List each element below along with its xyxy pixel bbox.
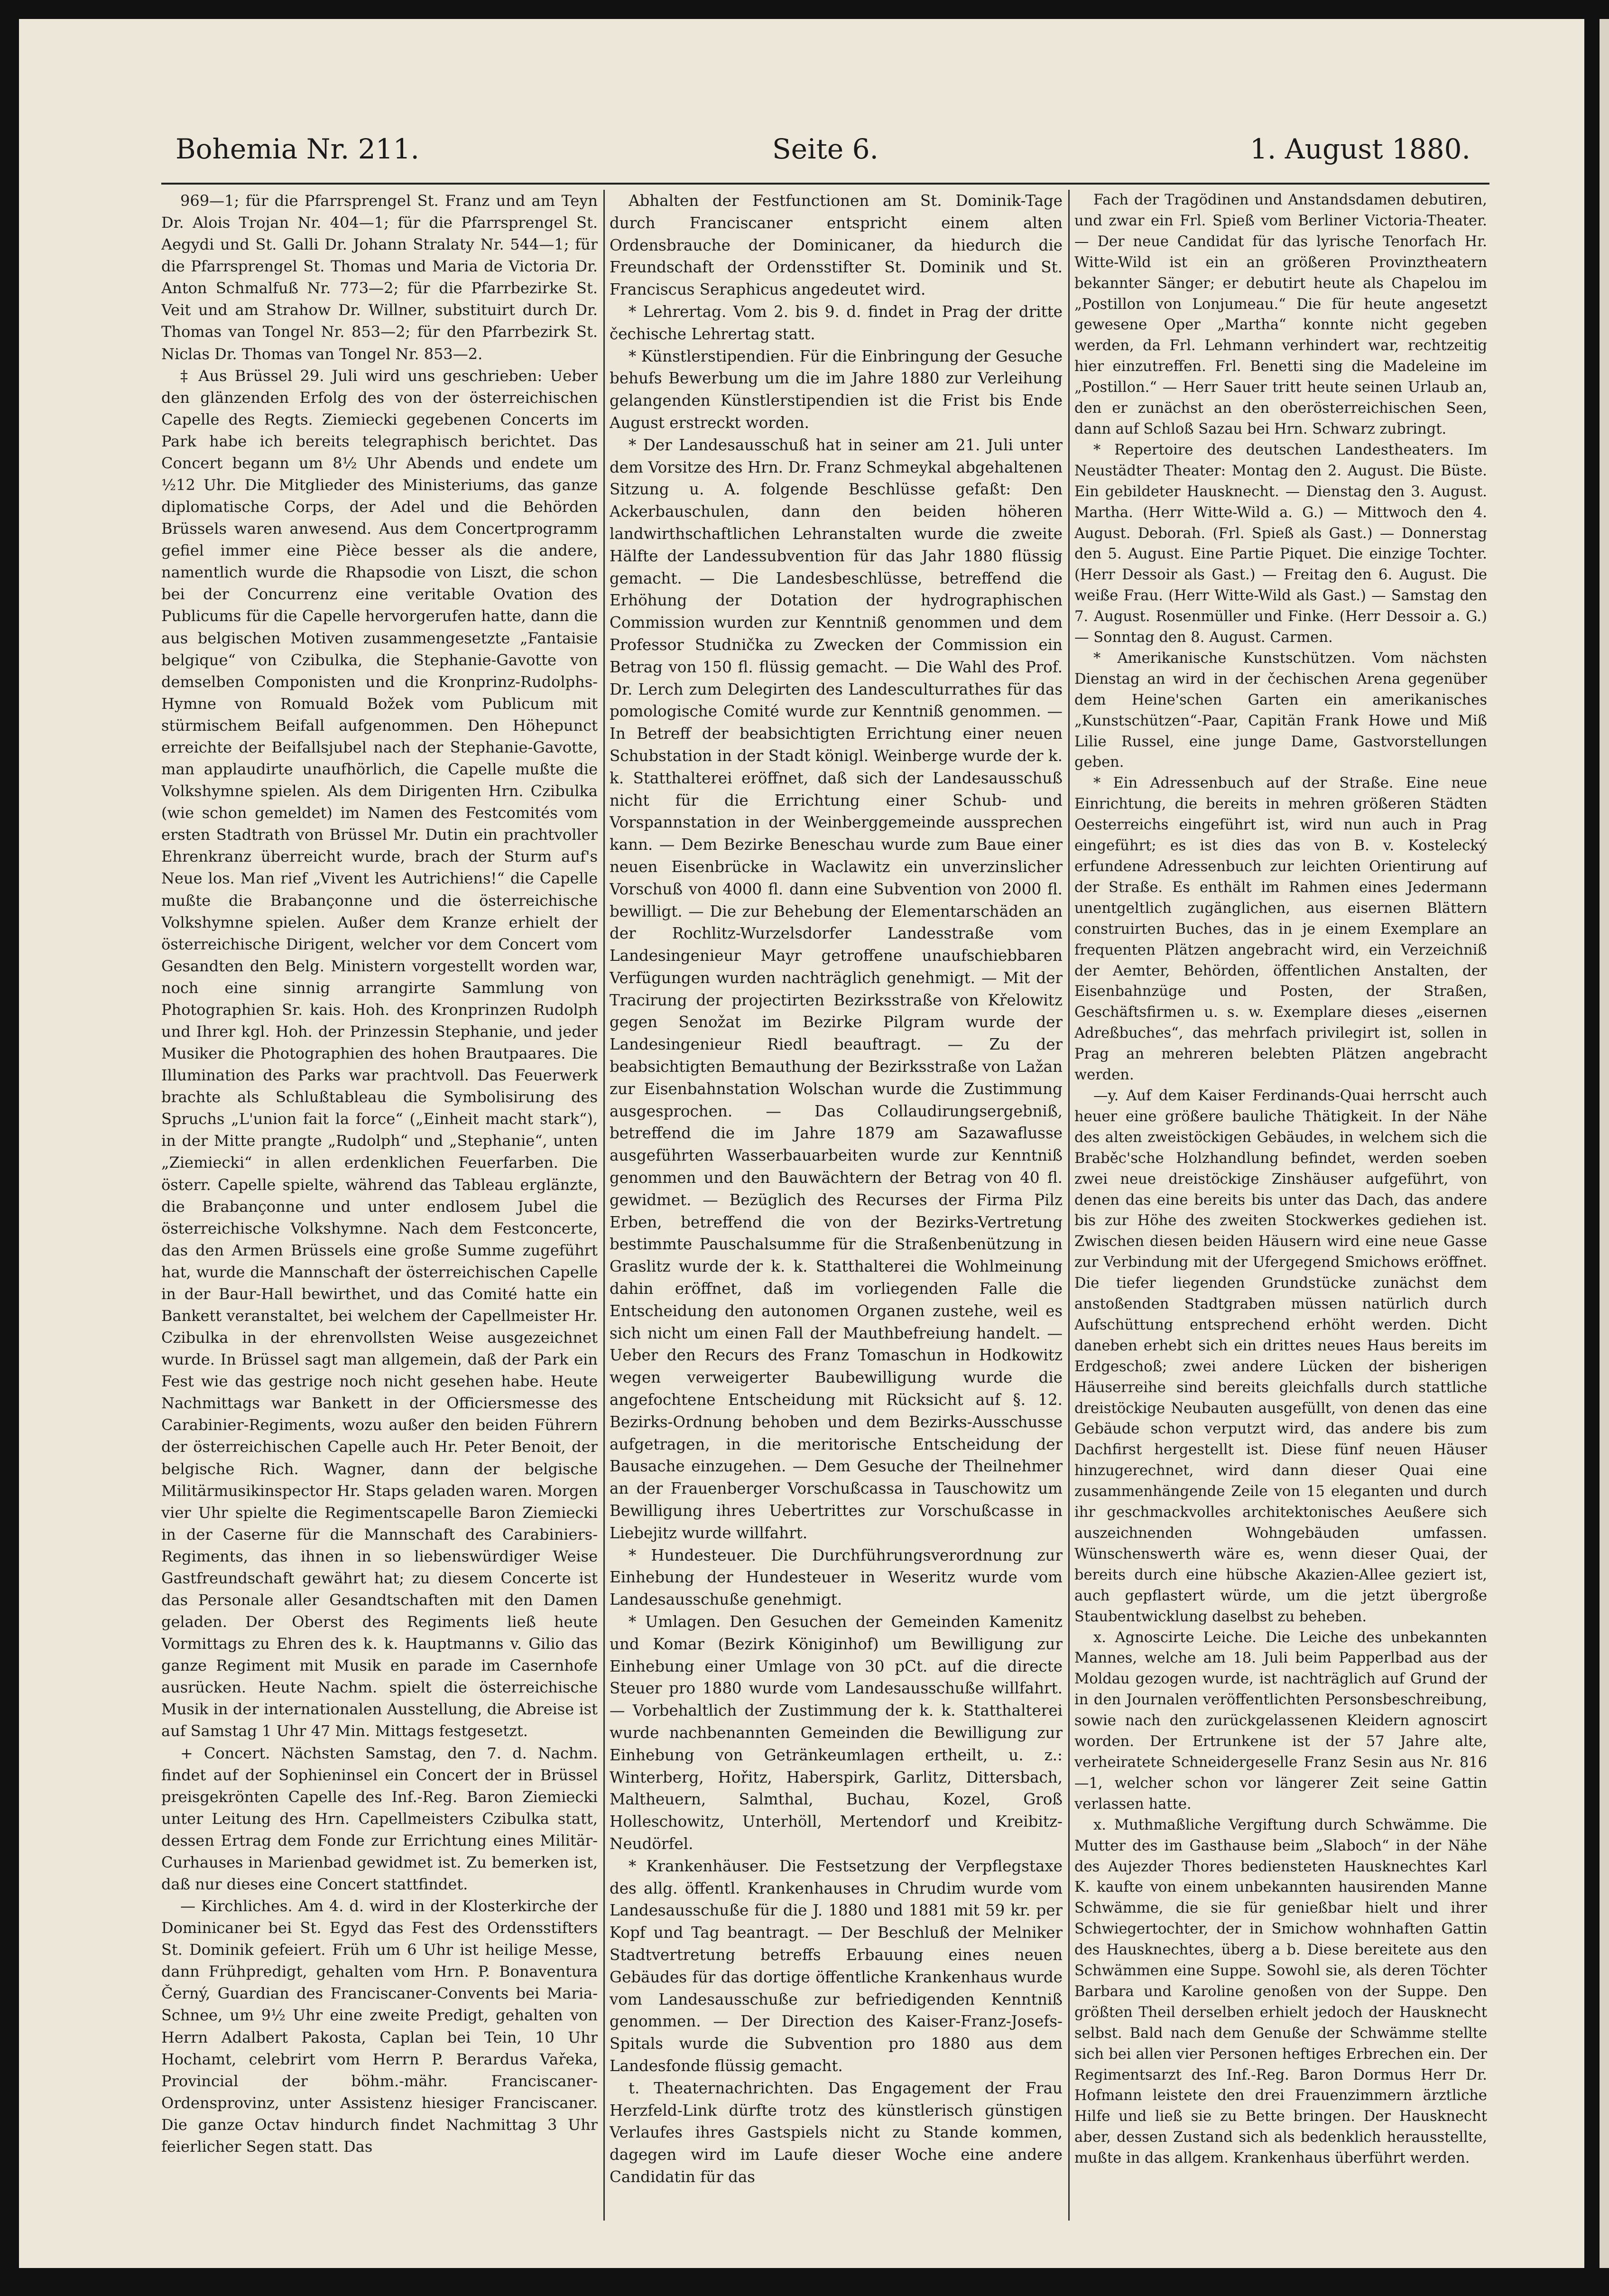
adjacent-page-edge bbox=[1600, 19, 1609, 2268]
article-paragraph: + Concert. Nächsten Samstag, den 7. d. Nachm. findet auf der Sophieninsel ein Concert der in Brüssel preisgekrönten Capelle des Inf.-Reg. Baron Ziemiecki unter Leitung des Hrn. Capellmeisters Czibulka statt, dessen Ertrag dem Fonde zur Errichtung eines Militär-Curhauses in Marienbad gewidmet ist. Zu bemerken ist, daß nur dieses eine Concert stattfindet. bbox=[161, 1744, 598, 1894]
article-paragraph: x. Agnoscirte Leiche. Die Leiche des unbekannten Mannes, welche am 18. Juli beim Papperlbad aus der Moldau gezogen wurde, ist nachträglich auf Grund der in den Journalen veröffentlichten Personsbeschreibung, sowie nach den zurückgelassenen Kleidern agnoscirt worden. Der Ertrunkene ist der 57 Jahre alte, verheiratete Schneidergeselle Franz Sesin aus Nr. 816—1, welcher schon vor längerer Zeit seine Gattin verlassen hatte. bbox=[1074, 1629, 1487, 1813]
article-paragraph: x. Muthmaßliche Vergiftung durch Schwämme. Die Mutter des im Gasthause beim „Slaboch“ in der Nähe des Aujezder Thores bediensteten Hausknechtes Karl K. kaufte von einem unbekannten hausirenden Manne Schwämme, die sie für genießbar hielt und ihrer Schwiegertochter, der in Smichow wohnhaften Gattin des Hausknechtes, überg a b. Diese bereitete aus den Schwämmen eine Suppe. Sowohl sie, als deren Töchter Barbara und Karoline genoßen von der Suppe. Den größten Theil derselben erhielt jedoch der Hausknecht selbst. Bald nach dem Genuße der Schwämme stellte sich bei allen vier Personen heftiges Erbrechen ein. Der Regimentsarzt des Inf.-Reg. Baron Dormus Herr Dr. Hofmann leistete den drei Frauenzimmern ärztliche Hilfe und ließ sie zu Bette bringen. Der Hausknecht aber, dessen Zustand sich als bedenklich herausstellte, mußte in das allgem. Krankenhaus überführt werden. bbox=[1074, 1816, 1487, 2167]
article-paragraph: Abhalten der Festfunctionen am St. Dominik-Tage durch Franciscaner entspricht einem alten Ordensbrauche der Dominicaner, da hiedurch die Freundschaft der Ordensstifter St. Dominik und St. Franciscus Seraphicus angedeutet wird. bbox=[610, 192, 1063, 299]
article-paragraph: * Lehrertag. Vom 2. bis 9. d. findet in Prag der dritte čechische Lehrertag statt. bbox=[610, 302, 1063, 343]
page-header bbox=[161, 123, 1489, 176]
article-paragraph: * Repertoire des deutschen Landestheaters. Im Neustädter Theater: Montag den 2. August. Die Büste. Ein gebildeter Hausknecht. — Dienstag den 3. August. Martha. (Herr Witte-Wild a. G.) — Mittwoch den 4. August. Deborah. (Frl. Spieß als Gast.) — Donnerstag den 5. August. Eine Partie Piquet. Die einzige Tochter. (Herr Dessoir als Gast.) — Freitag den 6. August. Die weiße Frau. (Herr Witte-Wild als Gast.) — Samstag den 7. August. Rosenmüller und Finke. (Herr Dessoir a. G.) — Sonntag den 8. August. Carmen. bbox=[1074, 441, 1487, 646]
article-paragraph: * Künstlerstipendien. Für die Einbringung der Gesuche behufs Bewerbung um die im Jahre 1880 zur Verleihung gelangenden Künstlerstipendien ist die Frist bis Ende August erstreckt worden. bbox=[610, 347, 1063, 432]
article-paragraph: — Kirchliches. Am 4. d. wird in der Klosterkirche der Dominicaner bei St. Egyd das Fest des Ordensstifters St. Dominik gefeiert. Früh um 6 Uhr ist heilige Messe, dann Frühpredigt, gehalten vom Hrn. P. Bonaventura Černý, Guardian des Franciscaner-Convents bei Maria-Schnee, um 9½ Uhr eine zweite Predigt, gehalten von Herrn Adalbert Pakosta, Caplan bei Tein, 10 Uhr Hochamt, celebrirt vom Herrn P. Berardus Vařeka, Provincial der böhm.-mähr. Franciscaner-Ordensprovinz, unter Assistenz hiesiger Franciscaner. Die ganze Octav hindurch findet Nachmittag 3 Uhr feierlicher Segen statt. Das bbox=[161, 1897, 598, 2156]
article-paragraph: * Umlagen. Den Gesuchen der Gemeinden Kamenitz und Komar (Bezirk Königinhof) um Bewilligung zur Einhebung einer Umlage von 30 pCt. auf die directe Steuer pro 1880 wurde vom Landesausschuße willfahrt. — Vorbehaltlich der Zustimmung der k. k. Statthalterei wurde nachbenannten Gemeinden die Bewilligung zur Einhebung von Getränkeumlagen ertheilt, u. z.: Winterberg, Hořitz, Haberspirk, Garlitz, Dittersbach, Maltheuern, Salmthal, Buchau, Kozel, Groß Holleschowitz, Unterhöll, Mertendorf und Kreibitz-Neudörfel. bbox=[610, 1613, 1063, 1853]
page-number: Seite 6. bbox=[772, 133, 878, 165]
column-3 bbox=[1074, 190, 1487, 2225]
header-rule bbox=[161, 183, 1489, 185]
article-paragraph: * Ein Adressenbuch auf der Straße. Eine neue Einrichtung, die bereits in mehren größeren Städten Oesterreichs eingeführt ist, wird nun auch in Prag eingeführt; es ist dies das von B. v. Kostelecký erfundene Adressenbuch zur leichten Orientirung auf der Straße. Es enthält im Rahmen eines Jedermann unentgeltlich zugänglichen, aus eisernen Blättern construirten Buches, das in je einem Exemplare an frequenten Plätzen angebracht wird, ein Verzeichniß der Aemter, Behörden, öffentlichen Anstalten, der Eisenbahnzüge und Posten, der Straßen, Geschäftsfirmen u. s. w. Exemplare dieses „eisernen Adreßbuches“, das mehrfach privilegirt ist, sollen in Prag an mehreren belebten Plätzen angebracht werden. bbox=[1074, 775, 1487, 1084]
column-1 bbox=[161, 190, 598, 2225]
column-2 bbox=[610, 190, 1063, 2225]
article-paragraph: ‡ Aus Brüssel 29. Juli wird uns geschrieben: Ueber den glänzenden Erfolg des von der österreichischen Capelle des Regts. Ziemiecki gegebenen Concerts im Park habe ich bereits telegraphisch berichtet. Das Concert begann um 8½ Uhr Abends und endete um ½12 Uhr. Die Mitglieder des Ministeriums, das ganze diplomatische Corps, der Adel und die Behörden Brüssels waren anwesend. Aus dem Concertprogramm gefiel immer eine Pièce besser als die andere, namentlich wurde die Rhapsodie von Liszt, die schon bei der Concurrenz eine veritable Ovation des Publicums für die Capelle hervorgerufen hatte, dann die aus belgischen Motiven zusammengesetzte „Fantaisie belgique“ von Czibulka, die Stephanie-Gavotte von demselben Componisten und die Kronprinz-Rudolphs-Hymne von Romuald Božek vom Publicum mit stürmischem Beifall aufgenommen. Den Höhepunct erreichte der Beifallsjubel nach der Stephanie-Gavotte, man applaudirte unaufhörlich, die Capelle mußte die Volkshymne spielen. Als dem Dirigenten Hrn. Czibulka (wie schon gemeldet) im Namen des Festcomités vom ersten Stadtrath von Brüssel Mr. Dutin ein prachtvoller Ehrenkranz überreicht wurde, brach der Sturm auf's Neue los. Man rief „Vivent les Autrichiens!“ die Capelle mußte die Brabançonne und die österreichische Volkshymne spielen. Außer dem Kranze erhielt der österreichische Dirigent, welcher vor dem Concert vom Gesandten den Belg. Ministern vorgestellt worden war, noch eine sinnig arrangirte Sammlung von Photographien Sr. kais. Hoh. des Kronprinzen Rudolph und Ihrer kgl. Hoh. der Prinzessin Stephanie, und jeder Musiker die Photographien des hohen Brautpaares. Die Illumination des Parks war prachtvoll. Das Feuerwerk brachte als Schlußtableau die Symbolisirung des Spruchs „L'union fait la force“ („Einheit macht stark“), in der Mitte prangte „Rudolph“ und „Stephanie“, unten „Ziemiecki“ in allen erdenklichen Feuerfarben. Die österr. Capelle spielte, während das Tableau erglänzte, die Brabançonne und unter endlosem Jubel die österreichische Volkshymne. Nach dem Festconcerte, das den Armen Brüssels eine große Summe zugeführt hat, wurde die Mannschaft der österreichischen Capelle in der Baur-Hall bewirthet, und das Comité hatte ein Bankett veranstaltet, bei welchem der Capellmeister Hr. Czibulka in der ehrenvollsten Weise ausgezeichnet wurde. In Brüssel sagt man allgemein, daß der Park ein Fest wie das gestrige noch nicht gesehen habe. Heute Nachmittags war Bankett in der Officiersmesse des Carabinier-Regiments, wozu außer den beiden Führern der österreichischen Capelle auch Hr. Peter Benoit, der belgische Rich. Wagner, dann der belgische Militärmusikinspector Hr. Staps geladen waren. Morgen vier Uhr spielte die Regimentscapelle Baron Ziemiecki in der Caserne für die Mannschaft des Carabiniers-Regiments, das ihnen in so liebenswürdiger Weise Gastfreundschaft gewährt hat; zu diesem Concerte ist das Personale aller Gesandtschaften mit den Damen geladen. Der Oberst des Regiments ließ heute Vormittags zu Ehren des k. k. Hauptmanns v. Gilio das ganze Regiment mit Musik en parade im Casernhofe ausrücken. Heute Nachm. spielt die österreichische Musik in der internationalen Ausstellung, die Abreise ist auf Samstag 1 Uhr 47 Min. Mittags festgesetzt. bbox=[161, 366, 598, 1740]
article-paragraph: t. Theaternachrichten. Das Engagement der Frau Herzfeld-Link dürfte trotz des künstlerisch günstigen Verlaufes ihres Gastspiels nicht zu Stande kommen, dagegen wird im Laufe dieser Woche eine andere Candidatin für das bbox=[610, 2079, 1063, 2186]
article-paragraph: * Krankenhäuser. Die Festsetzung der Verpflegstaxe des allg. öffentl. Krankenhauses in Chrudim wurde vom Landesausschuße für die J. 1880 und 1881 mit 59 kr. per Kopf und Tag beantragt. — Der Beschluß der Melniker Stadtvertretung betreffs Erbauung eines neuen Gebäudes für das dortige öffentliche Krankenhaus wurde vom Landesausschuße zur befriedigenden Kenntniß genommen. — Der Direction des Kaiser-Franz-Josefs-Spitals wurde die Subvention pro 1880 aus dem Landesfonde flüssig gemacht. bbox=[610, 1857, 1063, 2075]
article-paragraph: * Amerikanische Kunstschützen. Vom nächsten Dienstag an wird in der čechischen Arena gegenüber dem Heine'schen Garten ein amerikanisches „Kunstschützen“-Paar, Capitän Frank Howe und Miß Lilie Russel, eine junge Dame, Gastvorstellungen geben. bbox=[1074, 650, 1487, 771]
article-paragraph: 969—1; für die Pfarrsprengel St. Franz und am Teyn Dr. Alois Trojan Nr. 404—1; für die Pfarrsprengel St. Aegydi und St. Galli Dr. Johann Stralaty Nr. 544—1; für die Pfarrsprengel St. Thomas und Maria de Victoria Dr. Anton Schmalfuß Nr. 773—2; für die Pfarrbezirke St. Veit und am Strahow Dr. Willner, substituirt durch Dr. Thomas van Tongel Nr. 853—2; für den Pfarrbezirk St. Niclas Dr. Thomas van Tongel Nr. 853—2. bbox=[161, 192, 598, 363]
column-divider bbox=[603, 190, 605, 2221]
masthead-issue: Bohemia Nr. 211. bbox=[176, 133, 419, 165]
issue-date: 1. August 1880. bbox=[1249, 133, 1470, 165]
article-paragraph: * Der Landesausschuß hat in seiner am 21. Juli unter dem Vorsitze des Hrn. Dr. Franz Schmeykal abgehaltenen Sitzung u. A. folgende Beschlüsse gefaßt: Den Ackerbauschulen, dann den beiden höheren landwirthschaftlichen Lehranstalten wurde die zweite Hälfte der Landessubvention für das Jahr 1880 flüssig gemacht. — Die Landesbeschlüsse, betreffend die Erhöhung der Dotation der hydrographischen Commission wurden zur Kenntniß genommen und dem Professor Studnička zu Zwecken der Commission ein Betrag von 150 fl. flüssig gemacht. — Die Wahl des Prof. Dr. Lerch zum Delegirten des Landesculturrathes für das pomologische Comité wurde zur Kenntniß genommen. — In Betreff der beabsichtigten Errichtung einer neuen Schubstation in der Stadt königl. Weinberge wurde der k. k. Statthalterei eröffnet, daß sich der Landesausschuß nicht für die Errichtung einer Schub- und Vorspannstation in der Weinberggemeinde aussprechen kann. — Dem Bezirke Beneschau wurde zum Baue einer neuen Eisenbrücke in Waclawitz ein unverzinslicher Vorschuß von 4000 fl. dann eine Subvention von 2000 fl. bewilligt. — Die zur Behebung der Elementarschäden an der Rochlitz-Wurzelsdorfer Landesstraße vom Landesingenieur Mayr getroffene unaufschiebbaren Verfügungen wurden nachträglich genehmigt. — Mit der Tracirung der projectirten Bezirksstraße von Křelowitz gegen Senožat im Bezirke Pilgram wurde der Landesingenieur Riedl beauftragt. — Zu der beabsichtigten Bemauthung der Bezirksstraße von Lažan zur Eisenbahnstation Wolschan wurde die Zustimmung ausgesprochen. — Das Collaudirungsergebniß, betreffend die im Jahre 1879 am Sazawaflusse ausgeführten Wasserbauarbeiten wurde zur Kenntniß genommen und den Bauwächtern der Betrag von 40 fl. gewidmet. — Bezüglich des Recurses der Firma Pilz Erben, betreffend die von der Bezirks-Vertretung bestimmte Pauschalsumme für die Straßenbenützung in Graslitz wurde der k. k. Statthalterei die Wohlmeinung dahin eröffnet, daß im vorliegenden Falle die Entscheidung den autonomen Organen zustehe, weil es sich nicht um einen Fall der Mauthbefreiung handelt. — Ueber den Recurs des Franz Tomaschun in Hodkowitz wegen verweigerter Baubewilligung wurde die angefochtene Entscheidung mit Rücksicht auf §. 12. Bezirks-Ordnung behoben und dem Bezirks-Ausschusse aufgetragen, in die meritorische Entscheidung der Bausache einzugehen. — Dem Gesuche der Theilnehmer an der Frauenberger Vorschußcassa in Tauschowitz um Bewilligung ihres Uebertrittes zur Vorschußcasse in Liebejitz wurde willfahrt. bbox=[610, 436, 1063, 1542]
article-paragraph: * Hundesteuer. Die Durchführungsverordnung zur Einhebung der Hundesteuer in Weseritz wurde vom Landesausschuße genehmigt. bbox=[610, 1546, 1063, 1609]
newspaper-page bbox=[19, 19, 1584, 2268]
article-paragraph: —y. Auf dem Kaiser Ferdinands-Quai herrscht auch heuer eine größere bauliche Thätigkeit. In der Nähe des alten zweistöckigen Gebäudes, in welchem sich die Braběc'sche Holzhandlung befindet, werden soeben zwei neue dreistöckige Zinshäuser aufgeführt, von denen das eine bereits bis unter das Dach, das andere bis zur Höhe des zweiten Stockwerkes gediehen ist. Zwischen diesen beiden Häusern wird eine neue Gasse zur Verbindung mit der Ufergegend Smichows eröffnet. Die tiefer liegenden Grundstücke zunächst dem anstoßenden Stadtgraben müssen natürlich durch Aufschüttung entsprechend erhöht werden. Dicht daneben erhebt sich ein drittes neues Haus bereits im Erdgeschoß; zwei andere Lücken der bisherigen Häuserreihe sind bereits gleichfalls durch stattliche dreistöckige Neubauten ausgefüllt, von denen das eine Gebäude schon verputzt wird, das andere bis zum Dachfirst hergestellt ist. Diese fünf neuen Häuser hinzugerechnet, wird dann dieser Quai eine zusammenhängende Zeile von 15 eleganten und durch ihr geschmackvolles architektonisches Aeußere sich auszeichnenden Wohngebäuden umfassen. Wünschenswerth wäre es, wenn dieser Quai, der bereits durch eine hübsche Akazien-Allee geziert ist, auch gepflastert würde, um die jetzt übergroße Staubentwicklung daselbst zu beheben. bbox=[1074, 1087, 1487, 1625]
article-paragraph: Fach der Tragödinen und Anstandsdamen debutiren, und zwar ein Frl. Spieß vom Berliner Victoria-Theater. — Der neue Candidat für das lyrische Tenorfach Hr. Witte-Wild ist ein an größeren Provinztheatern bekannter Sänger; er debutirt heute als Chapelou im „Postillon von Lonjumeau.“ Die für heute angesetzt gewesene Oper „Martha“ konnte nicht gegeben werden, da Frl. Lehmann verhindert war, rechtzeitig hier einzutreffen. Frl. Benetti sing die Madeleine im „Postillon.“ — Herr Sauer tritt heute seinen Urlaub an, den er zunächst an den oberösterreichischen Seen, dann auf Schloß Sazau bei Hrn. Schwarz zubringt. bbox=[1074, 192, 1487, 437]
column-divider bbox=[1068, 190, 1070, 2221]
